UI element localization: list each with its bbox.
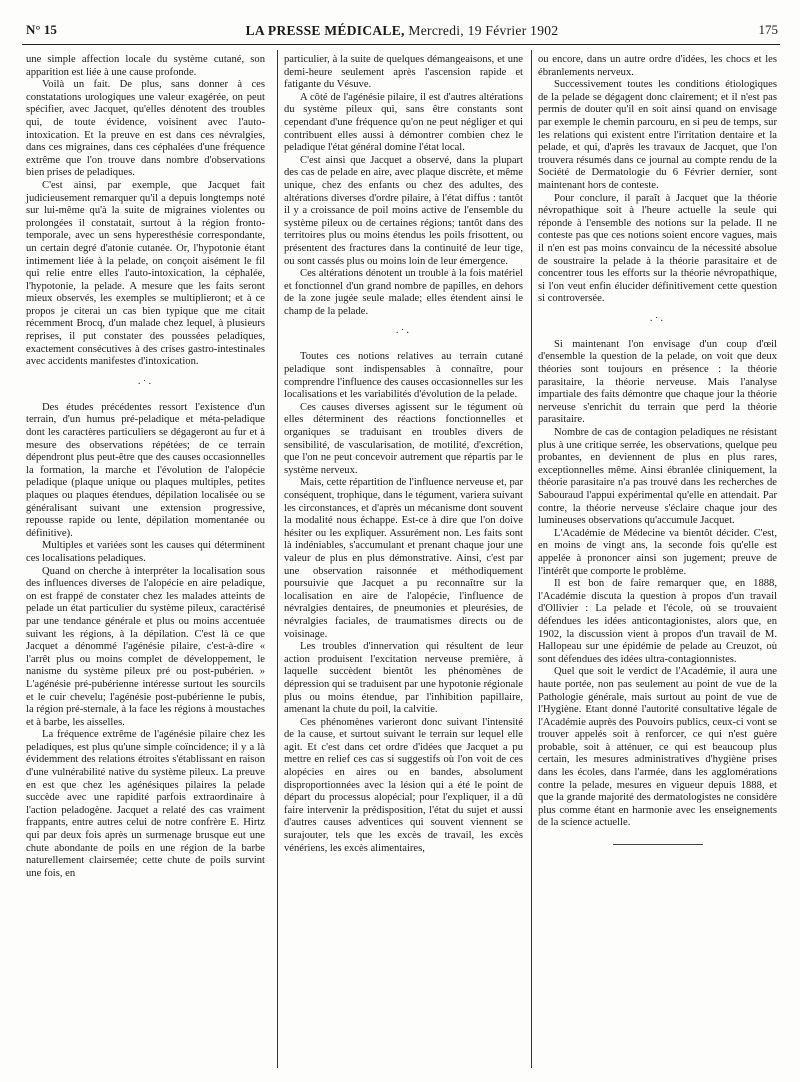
paragraph: Les troubles d'innervation qui résultent de leur action produisent l'excitation nerveuse première, à laquelle succèdent bientôt les phénomènes de dépression qui se traduisent par une hypotonie régionale plus ou moins étendue, par l'inhibition papillaire, amenant la chute du poil, la calvitie.: [284, 641, 523, 716]
end-rule: [613, 844, 703, 845]
header-rule: [22, 44, 780, 45]
text-column-1: [26, 54, 265, 880]
text-column-3: [538, 54, 777, 845]
text-column-2: [284, 54, 523, 855]
paragraph: Toutes ces notions relatives au terrain cutané peladique sont indispensables à connaître, pour comprendre l'influence des causes occasionnelles sur les localisations et les variabilités d'évolution de la pelade.: [284, 351, 524, 401]
paragraph: Des études précédentes ressort l'existence d'un terrain, d'un humus pré-peladique et méta-peladique dont les caractères particuliers se dégageront au fur et à mesure des observations répétées; de ce terrain dépendront plus peut-être que des causes occasionnelles la formation, la marche et l'évolution de l'alopécie peladique (plaque unique ou plaques multiples, petites plaques ou plaques étendues, dépilation localisée ou se généralisant suivant une extension progressive, repousse rapide ou lente, dépilation momentanée ou définitive).: [26, 401, 265, 539]
section-separator: ·˙·: [137, 378, 154, 390]
paragraph: Voilà un fait. De plus, sans donner à ces constatations urologiques une valeur exagérée, on peut spécifier, avec Jacquet, qu'elles dénotent des troubles qui, de toute évidence, voisinent avec l'auto-intoxication. Et la preuve en est dans ces névralgies, dans ces migraines, dans ces céphalées d'une fréquence extrême que l'on trouve dans nombre d'observations bien prises de peladiques.: [26, 79, 265, 179]
issue-number: N° 15: [26, 22, 57, 37]
paragraph: Successivement toutes les conditions étiologiques de la pelade se dégagent donc clairement; et il n'est pas permis de douter qu'il en soit ainsi quand on envisage par exemple le chemin parcouru, en si peu de temps, sur les relations qui existent entre l'irritation dentaire et la pelade, et qui, d'après les travaux de Jacquet, que l'on trouvera résumés dans ce journal au compte rendu de la Société de Dermatologie du 6 Février dernier, sont maintenant hors de conteste.: [538, 79, 777, 191]
paragraph: C'est ainsi que Jacquet a observé, dans la plupart des cas de pelade en aire, avec plaque discrète, et même unique, chez des enfants ou chez des adultes, des altérations diverses d'ordre pilaire, à l'état diffus : tantôt il y a croissance de poil moins active de l'ensemble du système pileux ou de certaines régions; tantôt dans des territoires plus ou moins étendus les poils frisottent, ou présentent des fractures dans la continuité de leur tige, ou sont cassés plus ou moins loin de leur émergence.: [284, 154, 523, 267]
paragraph: Nombre de cas de contagion peladiques ne résistant plus à une critique serrée, les observations, quelque peu probantes, en deviennent de plus en plus rares, exceptionnelles même. Ainsi ébranlée cliniquement, la théorie parasitaire n'a pas trouvé dans les recherches de Sabouraud l'appui expérimental qu'elle en attendait. Par contre, la théorie nerveuse s'éclaire chaque jour des lumineuses observations qu'accumule Jacquet.: [538, 427, 777, 527]
paragraph: Pour conclure, il paraît à Jacquet que la théorie névropathique soit à l'heure actuelle la seule qui réponde à l'ensemble des notions sur la pelade. Il ne conteste pas que ces notions soient encore vagues, mais il n'en est pas moins convaincu de la nécessité absolue de soustraire la pelade à la théorie parasitaire et de concentrer tous les efforts sur la théorie névropathique, si l'on veut enfin élucider définitivement cette question si controversée.: [538, 192, 777, 305]
column-divider: [531, 50, 532, 1068]
paragraph: L'Académie de Médecine va bientôt décider. C'est, en moins de vingt ans, la seconde fois qu'elle est appelée à prononcer ainsi son jugement; preuve de l'intérêt que comporte le problème.: [538, 527, 777, 577]
paragraph: une simple affection locale du système cutané, son apparition est liée à une cause profonde.: [26, 54, 265, 78]
paragraph: La fréquence extrême de l'agénésie pilaire chez les peladiques, est plus qu'une simple coïncidence; il y a là évidemment des relations étroites s'établissant en raison d'une vulnérabilité native du système pileux. La preuve en est que chez les agénésiques pilaires la pelade succède avec une rapidité parfois extraordinaire à l'action peladogène. Jacquet a relaté des cas vraiment frappants, entre autres celui de notre confrère E. Hirtz qui par deux fois après un surmenage brusque eut une chute abondante de poils en une région de la barbe naturellement clairsemée; cette chute de poils survint une fois, en: [26, 729, 265, 879]
section-separator: ·˙·: [395, 328, 412, 340]
paragraph: Multiples et variées sont les causes qui déterminent ces localisations peladiques.: [26, 540, 265, 564]
paragraph: Si maintenant l'on envisage d'un coup d'œil d'ensemble la question de la pelade, on voit que deux théories sont toujours en présence : la théorie parasitaire, la théorie nerveuse. Mais l'analyse impartiale des faits démontre que chaque jour la théorie nerveuse s'enrichit du terrain que perd la théorie parasitaire.: [538, 338, 777, 426]
paragraph: Ces phénomènes varieront donc suivant l'intensité de la cause, et surtout suivant le terrain sur lequel elle agit. Et c'est dans cet ordre d'idées que Jacquet a pu mettre en relief ces cas si suggestifs où l'on voit de ces alopécies en aires ou en bandes, absolument disproportionnées avec la lésion qui a été le point de départ du processus alopécial; pour l'expliquer, il a dû faire intervenir la prédisposition, l'état du sujet et aussi d'autres causes adventices qui souvent viennent se surajouter, tels que les excès de travail, les excès vénériens, les excès alimentaires,: [284, 716, 523, 854]
paragraph: Ces altérations dénotent un trouble à la fois matériel et fonctionnel d'un grand nombre de papilles, en dehors de la zone jugée seule malade; elles étendent ainsi le champ de la pelade.: [284, 268, 523, 317]
page-header: [26, 22, 778, 42]
paragraph: A côté de l'agénésie pilaire, il est d'autres altérations du système pileux qui, sans être constants sont cependant d'une fréquence qu'on ne peut négliger et qui contribuent elles aussi à démontrer combien chez le peladique l'état général domine l'état local.: [284, 91, 523, 154]
section-separator: ·˙·: [649, 315, 666, 327]
paragraph: Quand on cherche à interpréter la localisation sous des influences diverses de l'alopécie en aire peladique, on est frappé de constater chez les malades atteints de pelade un état particulier du système pileux, caractérisé par une tendance générale et plus ou moins accentuée suivant les régions, à la dépilation. C'est là ce que Jacquet a dénommé l'agénésie pilaire, c'est-à-dire « l'arrêt plus ou moins complet de développement, le nanisme du système pileux pré ou post-pubérien. » L'agénésie pré-pubérienne intéresse surtout les sourcils et le cuir chevelu; l'agénésie post-pubérienne le pubis, la région pré-sternale, à la face les régions à moustaches et à barbe, les aisselles.: [26, 565, 265, 728]
journal-name: LA PRESSE MÉDICALE,: [245, 23, 405, 38]
paragraph: Ces causes diverses agissent sur le tégument où elles déterminent des réactions fonctionnelles et organiques se traduisant en troubles divers de sensibilité, de vascularisation, de motilité, d'excrétion, que l'on ne peut concevoir autrement que répartis par le système nerveux.: [284, 401, 523, 476]
page-number: 175: [758, 22, 778, 37]
paragraph: particulier, à la suite de quelques démangeaisons, et une demi-heure seulement après l'ascension rapide et fatigante du Vésuve.: [284, 54, 523, 91]
paragraph: ou encore, dans un autre ordre d'idées, les chocs et les ébranlements nerveux.: [538, 54, 777, 78]
column-divider: [277, 50, 278, 1068]
paragraph: C'est ainsi, par exemple, que Jacquet fait judicieusement remarquer qu'il a depuis longtemps noté sur lui-même qu'à la suite de migraines violentes ou prolongées il constatait, surtout à la région fronto-temporale, avec un sens hyperesthésie correspondante, un certain degré d'atonie cutanée. Or, l'hypotonie étant intimement liée à la pelade, on conçoit aisément le fil qui relie entre elles l'auto-intoxication, la céphalée, l'hypotonie, la pelade. A mesure que les faits seront mieux observés, les exemples se multiplieront; et à ce propos je citerai un cas bien typique que me citait récemment Brocq, d'un malade chez lequel, à plusieurs reprises, il put constater des poussées peladiques, exactement consécutives à des crises gastro-intestinales avec accidents manifestes d'intoxication.: [26, 179, 265, 368]
paragraph: Il est bon de faire remarquer que, en 1888, l'Académie discuta la question à propos d'un travail d'Ollivier : La pelade et l'école, où se trouvaient défendues les idées anticontagionistes, alors que, en 1902, la discussion vient à propos d'un travail de M. Hallopeau sur une épidémie de pelade au Creuzot, où sont défendues des idées ultra-contagionnistes.: [538, 578, 777, 665]
journal-title: [26, 23, 778, 39]
paragraph: Quel que soit le verdict de l'Académie, il aura une haute portée, non pas seulement au point de vue de la Pathologie générale, mais surtout au point de vue de l'Hygiène. Etant donné l'autorité consultative légale de l'Académie auprès des Pouvoirs publics, ceux-ci vont se trouver appelés soit à renforcer, ce qui n'est guère probable, soit à atténuer, ce qui est beaucoup plus certain, les mesures administratives d'hygiène prises dans les écoles, dans l'armée, dans les agglomérations contre la pelade, mesures en vigueur depuis 1888, et que la grande majorité des dermatologistes ne considère plus comme étant en harmonie avec les enseignements de la science actuelle.: [538, 666, 777, 829]
issue-date: Mercredi, 19 Février 1902: [408, 23, 559, 38]
paragraph: Mais, cette répartition de l'influence nerveuse et, par conséquent, trophique, dans le tégument, variera suivant les circonstances, et d'après un mécanisme dont souvent la modalité nous échappe. Est-ce à dire que l'on doive hésiter ou les expliquer. Assurément non. Les faits sont là indéniables, s'accumulant et prenant chaque jour une valeur de plus en plus démonstrative. Ainsi, c'est par une observation raisonnée et méthodiquement poursuivie que Jacquet a pu reconnaître sur la localisation en aire de l'alopécie, l'influence de névralgies dentaires, de pneumonies et pleurésies, de névralgies faciales, de traumatismes directs ou de voisinage.: [284, 477, 523, 640]
